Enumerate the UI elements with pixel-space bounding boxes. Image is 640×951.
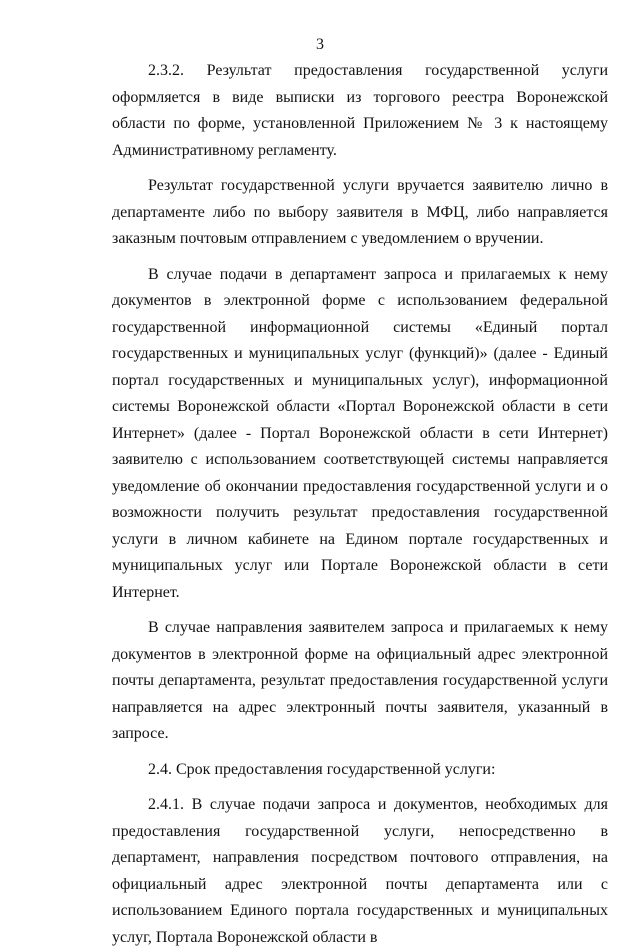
document-body <box>112 58 608 951</box>
paragraph-electronic-submission: В случае подачи в департамент запроса и прилагаемых к нему документов в электронной форме с использованием федеральной государственной информационной системы «Единый портал государственных и муниципальных услуг (функций)» (далее - Единый портал государственных и муниципальных услуг), информационной системы Воронежской области «Портал Воронежской области в сети Интернет» (далее - Портал Воронежской области в сети Интернет) заявителю с использованием соответствующей системы направляется уведомление об окончании предоставления государственной услуги и о возможности получить результат предоставления государственной услуги в личном кабинете на Едином портале государственных и муниципальных услуг или Портале Воронежской области в сети Интернет. <box>112 265 608 601</box>
paragraph-result-delivery: Результат государственной услуги вручается заявителю лично в департаменте либо по выбору заявителя в МФЦ, либо направляется заказным почтовым отправлением с уведомлением о вручении. <box>112 177 608 247</box>
paragraph-2-3-2: 2.3.2. Результат предоставления государственной услуги оформляется в виде выписки из торгового реестра Воронежской области по форме, установленной Приложением № 3 к настоящему Административному регламенту. <box>112 62 608 159</box>
page-number: 3 <box>316 36 324 53</box>
paragraph-email-submission: В случае направления заявителем запроса и прилагаемых к нему документов в электронной форме на официальный адрес электронной почты департамента, результат предоставления государственной услуги направляется на адрес электронный почты заявителя, указанный в запросе. <box>112 619 608 742</box>
paragraph-2-4-1: 2.4.1. В случае подачи запроса и документов, необходимых для предоставления государственной услуги, непосредственно в департамент, направления посредством почтового отправления, на официальный адрес электронной почты департамента или с использованием Единого портала государственных и муниципальных услуг, Портала Воронежской области в <box>112 796 608 946</box>
paragraph-2-4-heading: 2.4. Срок предоставления государственной услуги: <box>148 760 496 778</box>
